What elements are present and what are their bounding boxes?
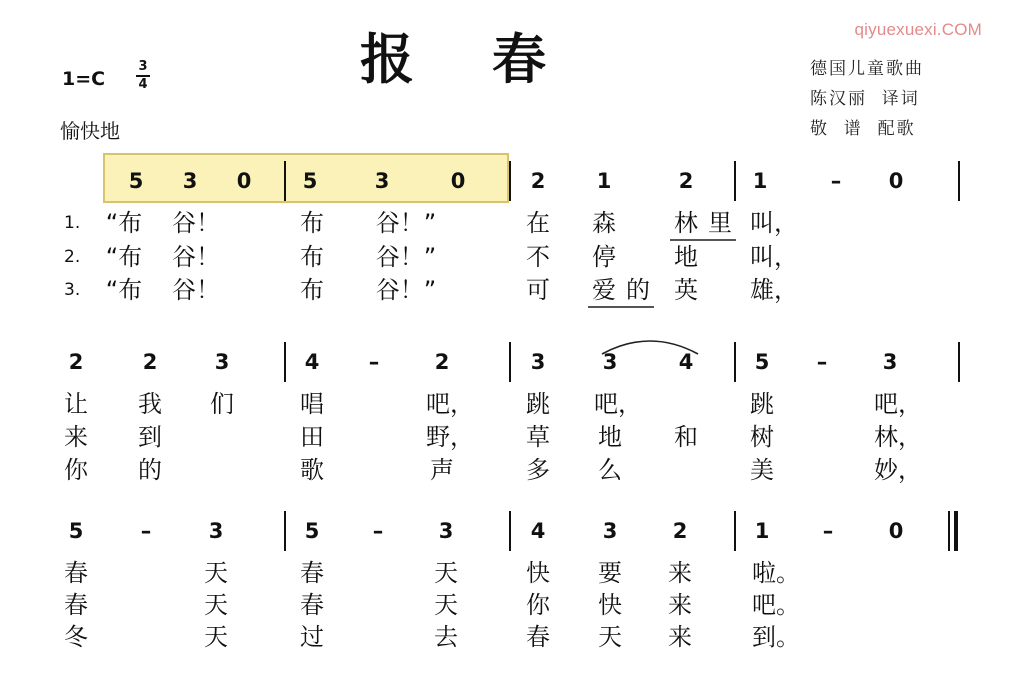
lyric: 布 <box>300 276 324 304</box>
lyric: 树 <box>750 423 774 451</box>
time-signature-top: 3 <box>138 59 148 74</box>
lyric: 来 <box>668 559 692 587</box>
note: 2 <box>142 350 158 374</box>
note: 5 <box>754 350 770 374</box>
syllable-underline <box>670 239 736 241</box>
note: 5 <box>68 519 84 543</box>
credit-arranger: 敬 谱 配歌 <box>810 119 916 139</box>
lyric: 谷！ <box>172 209 220 237</box>
note: 4 <box>530 519 546 543</box>
final-bar-line-thick <box>954 511 958 551</box>
note: 5 <box>302 169 318 193</box>
lyric: 天 <box>204 559 228 587</box>
verse-number-2: 2. <box>64 247 81 267</box>
lyric: 快 <box>598 591 622 619</box>
lyric: 你 <box>526 591 550 619</box>
lyric: 天 <box>204 591 228 619</box>
lyric: 春 <box>300 591 324 619</box>
lyric: 叫， <box>750 209 798 237</box>
lyric: “布 <box>105 276 143 304</box>
bar-line <box>958 161 960 201</box>
lyric: 冬 <box>64 623 88 651</box>
lyric: 谷！” <box>375 243 437 271</box>
lyric: 布 <box>300 243 324 271</box>
note: 0 <box>236 169 252 193</box>
lyric: 地 <box>674 243 698 271</box>
site-watermark: qiyuexuexi.COM <box>854 20 982 39</box>
lyric: 妙， <box>874 456 922 484</box>
lyric: 唱 <box>300 390 324 418</box>
lyric: 你 <box>64 456 88 484</box>
lyric: 布 <box>300 209 324 237</box>
bar-line <box>284 161 286 201</box>
note: 2 <box>672 519 688 543</box>
note: 3 <box>208 519 224 543</box>
key-signature: 1=C <box>62 68 106 90</box>
time-signature <box>136 60 150 92</box>
bar-line <box>734 161 736 201</box>
lyric: 快 <box>526 559 550 587</box>
lyric: “布 <box>105 243 143 271</box>
bar-line <box>284 511 286 551</box>
note: 2 <box>434 350 450 374</box>
lyric: 野， <box>426 423 474 451</box>
note: – <box>368 350 380 374</box>
bar-line <box>284 342 286 382</box>
verse-number-1: 1. <box>64 213 81 233</box>
lyric: 爱 <box>592 276 616 304</box>
bar-line <box>734 342 736 382</box>
lyric: 到 <box>138 423 162 451</box>
lyric: 谷！ <box>172 276 220 304</box>
lyric: 过 <box>300 623 324 651</box>
time-signature-bottom: 4 <box>138 77 148 92</box>
note: 1 <box>596 169 612 193</box>
note: 3 <box>530 350 546 374</box>
syllable-underline <box>588 306 654 308</box>
final-bar-line-thin <box>948 511 950 551</box>
note: – <box>140 519 152 543</box>
song-title: 报春 <box>360 27 624 91</box>
lyric: 英 <box>674 276 698 304</box>
note: 3 <box>602 350 618 374</box>
lyric: 天 <box>204 623 228 651</box>
lyric: 吧， <box>594 390 642 418</box>
lyric: 田 <box>300 423 324 451</box>
bar-line <box>509 511 511 551</box>
lyric: 让 <box>64 390 88 418</box>
note: 3 <box>182 169 198 193</box>
note: 3 <box>882 350 898 374</box>
lyric: 吧。 <box>752 591 800 619</box>
note: 3 <box>214 350 230 374</box>
lyric: 吧， <box>874 390 922 418</box>
lyric: 美 <box>750 456 774 484</box>
note: – <box>372 519 384 543</box>
lyric: 我 <box>138 390 162 418</box>
lyric: 谷！ <box>172 243 220 271</box>
lyric: 森 <box>592 209 616 237</box>
lyric: 的 <box>626 276 650 304</box>
lyric: 要 <box>598 559 622 587</box>
lyric: 在 <box>526 209 550 237</box>
verse-number-3: 3. <box>64 280 81 300</box>
lyric: 不 <box>526 243 550 271</box>
lyric: 草 <box>526 423 550 451</box>
credit-translator: 陈汉丽 译词 <box>810 89 920 109</box>
note: – <box>822 519 834 543</box>
note: 2 <box>68 350 84 374</box>
lyric: 里 <box>708 209 732 237</box>
lyric: 春 <box>64 591 88 619</box>
lyric: 的 <box>138 456 162 484</box>
lyric: 天 <box>434 591 458 619</box>
lyric: 啦。 <box>752 559 800 587</box>
bar-line <box>734 511 736 551</box>
lyric: 春 <box>300 559 324 587</box>
note: – <box>830 169 842 193</box>
lyric: 雄， <box>750 276 798 304</box>
note: 3 <box>374 169 390 193</box>
lyric: 们 <box>210 390 234 418</box>
lyric: 地 <box>598 423 622 451</box>
lyric: 天 <box>598 623 622 651</box>
note: 3 <box>602 519 618 543</box>
lyric: 可 <box>526 276 550 304</box>
note: 2 <box>530 169 546 193</box>
lyric: 春 <box>526 623 550 651</box>
lyric: 吧， <box>426 390 474 418</box>
note: 1 <box>754 519 770 543</box>
lyric: 跳 <box>750 390 774 418</box>
lyric: 声 <box>430 456 454 484</box>
note: 0 <box>888 519 904 543</box>
note: 4 <box>678 350 694 374</box>
bar-line <box>509 342 511 382</box>
note: 2 <box>678 169 694 193</box>
note: – <box>816 350 828 374</box>
lyric: “布 <box>105 209 143 237</box>
note: 3 <box>438 519 454 543</box>
bar-line <box>958 342 960 382</box>
lyric: 歌 <box>300 456 324 484</box>
note: 4 <box>304 350 320 374</box>
note: 1 <box>752 169 768 193</box>
lyric: 到。 <box>752 623 800 651</box>
lyric: 停 <box>592 243 616 271</box>
lyric: 来 <box>64 423 88 451</box>
lyric: 来 <box>668 591 692 619</box>
note: 0 <box>888 169 904 193</box>
lyric: 林， <box>874 423 922 451</box>
lyric: 叫， <box>750 243 798 271</box>
bar-line <box>509 161 511 201</box>
lyric: 去 <box>434 623 458 651</box>
lyric: 和 <box>674 423 698 451</box>
lyric: 多 <box>526 456 550 484</box>
lyric: 春 <box>64 559 88 587</box>
lyric: 林 <box>674 209 698 237</box>
credit-origin: 德国儿童歌曲 <box>810 59 924 79</box>
lyric: 谷！” <box>375 209 437 237</box>
note: 0 <box>450 169 466 193</box>
lyric: 来 <box>668 623 692 651</box>
lyric: 么 <box>598 456 622 484</box>
lyric: 谷！” <box>375 276 437 304</box>
tempo-marking: 愉快地 <box>60 119 120 143</box>
note: 5 <box>304 519 320 543</box>
note: 5 <box>128 169 144 193</box>
lyric: 跳 <box>526 390 550 418</box>
lyric: 天 <box>434 559 458 587</box>
